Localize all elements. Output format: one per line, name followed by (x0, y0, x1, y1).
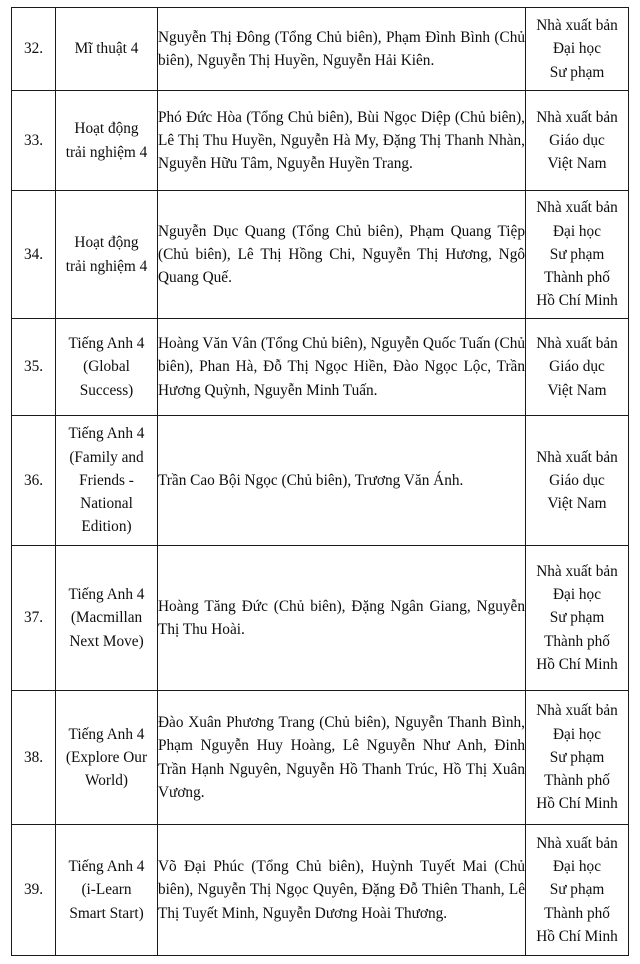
publisher-cell (526, 546, 629, 691)
authors-cell: Võ Đại Phúc (Tổng Chủ biên), Huỳnh Tuyết Mai (Chủ biên), Nguyễn Thị Ngọc Quyên, Đặng Đỗ Thiên Thanh, Lê Thị Tuyết Minh, Nguyễn Dương Hoài Thương. (158, 825, 526, 956)
row-number-cell: 33. (12, 91, 56, 191)
publisher-line: Nhà xuất bản (536, 562, 618, 580)
publisher-line: Hồ Chí Minh (536, 655, 618, 673)
book-title-cell (56, 825, 158, 956)
publisher-line: Giáo dục (549, 131, 605, 149)
book-title-line: Tiếng Anh 4 (68, 425, 145, 443)
publisher-line: Việt Nam (547, 495, 607, 513)
row-number-cell: 36. (12, 416, 56, 546)
book-title-line: (Explore Our (65, 748, 148, 766)
book-title-cell (56, 691, 158, 825)
publisher-line: Hồ Chí Minh (536, 927, 618, 945)
publisher-line: Việt Nam (547, 381, 607, 399)
table-row (12, 416, 629, 546)
authors-cell: Phó Đức Hòa (Tổng Chủ biên), Bùi Ngọc Diệp (Chủ biên), Lê Thị Thu Huyền, Nguyễn Hà My, Đặng Thị Thanh Nhàn, Nguyễn Hữu Tâm, Nguyễn Huyền Trang. (158, 91, 526, 191)
publisher-line: Nhà xuất bản (536, 17, 618, 35)
publisher-line: Nhà xuất bản (536, 834, 618, 852)
table-body (12, 8, 629, 956)
book-title-cell (56, 416, 158, 546)
publisher-cell (526, 416, 629, 546)
book-title-cell (56, 319, 158, 416)
book-title-line: Tiếng Anh 4 (68, 335, 145, 353)
book-title-cell (56, 8, 158, 91)
book-title-line: trải nghiệm 4 (65, 257, 148, 275)
book-title-cell (56, 191, 158, 319)
table-row (12, 91, 629, 191)
authors-cell: Nguyễn Thị Đông (Tổng Chủ biên), Phạm Đình Bình (Chủ biên), Nguyễn Thị Huyền, Nguyễn Hải Kiên. (158, 8, 526, 91)
book-title-line: trải nghiệm 4 (65, 143, 148, 161)
publisher-line: Giáo dục (549, 358, 605, 376)
authors-cell: Trần Cao Bội Ngọc (Chủ biên), Trương Văn Ánh. (158, 416, 526, 546)
publisher-line: Sư phạm (549, 748, 605, 766)
publisher-line: Thành phố (544, 632, 610, 650)
row-number-cell: 34. (12, 191, 56, 319)
row-number-cell: 37. (12, 546, 56, 691)
publisher-line: Đại học (553, 858, 601, 876)
publisher-line: Thành phố (544, 269, 610, 287)
book-title-line: National (80, 495, 133, 513)
row-number-cell: 35. (12, 319, 56, 416)
row-number-cell: 39. (12, 825, 56, 956)
book-title-line: World) (85, 772, 128, 790)
table-row (12, 191, 629, 319)
publisher-line: Sư phạm (549, 881, 605, 899)
authors-cell: Đào Xuân Phương Trang (Chủ biên), Nguyễn Thanh Bình, Phạm Nguyễn Huy Hoàng, Lê Nguyễn Như Anh, Đinh Trần Hạnh Nguyên, Nguyễn Hồ Thanh Trúc, Hồ Thị Xuân Vương. (158, 691, 526, 825)
publisher-line: Đại học (553, 725, 601, 743)
authors-cell: Nguyễn Dục Quang (Tổng Chủ biên), Phạm Quang Tiệp (Chủ biên), Lê Thị Hồng Chi, Nguyễn Thị Hương, Ngô Quang Quế. (158, 191, 526, 319)
publisher-line: Giáo dục (549, 471, 605, 489)
table-row (12, 319, 629, 416)
book-title-line: (Global (83, 358, 130, 376)
publisher-cell (526, 91, 629, 191)
book-title-line: (Macmillan (70, 609, 143, 627)
book-title-line: Edition) (81, 518, 132, 536)
publisher-line: Nhà xuất bản (536, 199, 618, 217)
book-title-line: (Family and (69, 448, 144, 466)
publisher-line: Hồ Chí Minh (536, 795, 618, 813)
publisher-line: Sư phạm (549, 245, 605, 263)
publisher-line: Đại học (553, 222, 601, 240)
book-title-line: Tiếng Anh 4 (68, 725, 145, 743)
publisher-line: Nhà xuất bản (536, 448, 618, 466)
table-row (12, 546, 629, 691)
publisher-cell (526, 8, 629, 91)
publisher-line: Thành phố (544, 904, 610, 922)
book-title-line: Friends - (79, 471, 134, 489)
publisher-line: Nhà xuất bản (536, 108, 618, 126)
book-title-line: Next Move) (69, 632, 144, 650)
textbook-list-table (11, 7, 629, 956)
publisher-cell (526, 319, 629, 416)
book-title-line: Success) (79, 381, 134, 399)
table-row (12, 8, 629, 91)
table-row (12, 691, 629, 825)
publisher-line: Sư phạm (549, 63, 605, 81)
book-title-cell (56, 91, 158, 191)
publisher-cell (526, 691, 629, 825)
publisher-line: Thành phố (544, 772, 610, 790)
book-title-line: Hoạt động (74, 234, 139, 252)
publisher-cell (526, 825, 629, 956)
publisher-line: Sư phạm (549, 609, 605, 627)
book-title-cell (56, 546, 158, 691)
authors-cell: Hoàng Tăng Đức (Chủ biên), Đặng Ngân Giang, Nguyễn Thị Thu Hoài. (158, 546, 526, 691)
book-title-line: Mĩ thuật 4 (74, 40, 139, 58)
book-title-line: Tiếng Anh 4 (68, 586, 145, 604)
publisher-cell (526, 191, 629, 319)
publisher-line: Đại học (553, 586, 601, 604)
book-title-line: Hoạt động (74, 120, 139, 138)
publisher-line: Hồ Chí Minh (536, 292, 618, 310)
publisher-line: Nhà xuất bản (536, 702, 618, 720)
authors-cell: Hoàng Văn Vân (Tổng Chủ biên), Nguyễn Quốc Tuấn (Chủ biên), Phan Hà, Đỗ Thị Ngọc Hiền, Đào Ngọc Lộc, Trần Hương Quỳnh, Nguyễn Minh Tuấn. (158, 319, 526, 416)
publisher-line: Nhà xuất bản (536, 335, 618, 353)
book-title-line: Smart Start) (69, 904, 144, 922)
table-row (12, 825, 629, 956)
publisher-line: Đại học (553, 40, 601, 58)
row-number-cell: 38. (12, 691, 56, 825)
publisher-line: Việt Nam (547, 155, 607, 173)
book-title-line: (i-Learn (81, 881, 132, 899)
row-number-cell: 32. (12, 8, 56, 91)
book-title-line: Tiếng Anh 4 (68, 858, 145, 876)
